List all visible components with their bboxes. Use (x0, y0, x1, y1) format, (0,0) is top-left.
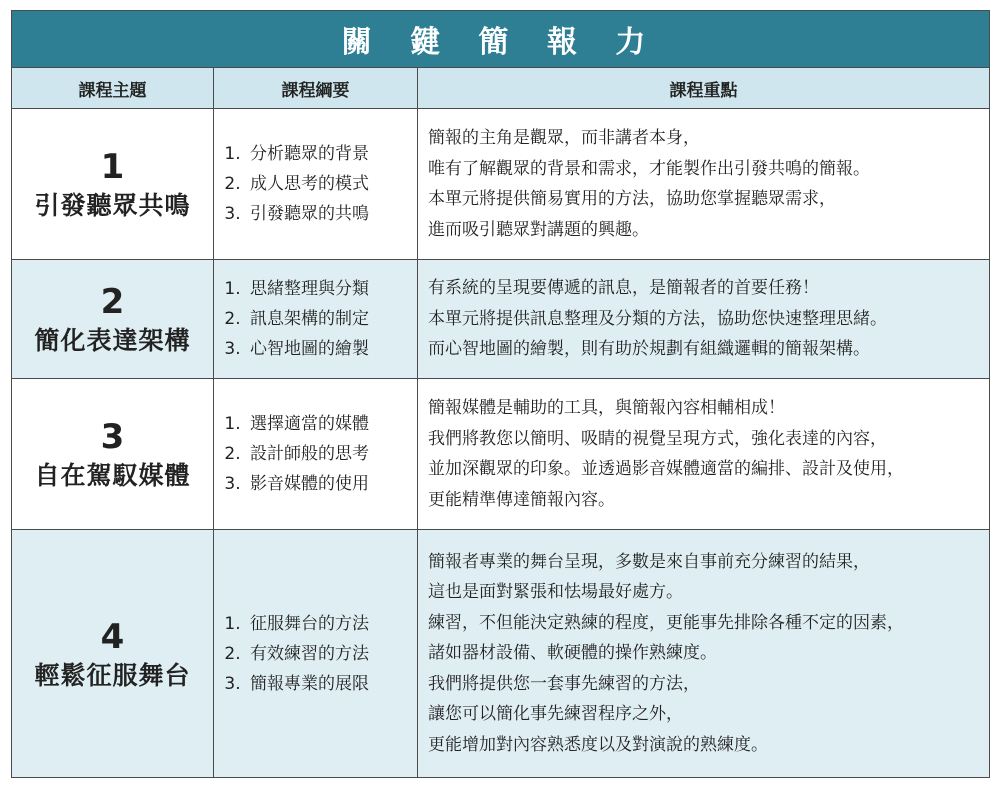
focus-line: 簡報媒體是輔助的工具，與簡報內容相輔相成！ (428, 398, 785, 418)
focus-line: 簡報者專業的舞台呈現，多數是來自事前充分練習的結果， (428, 551, 870, 572)
topic-cell (12, 260, 214, 379)
outline-list (224, 609, 417, 699)
topic-cell (12, 109, 214, 260)
focus-line: 練習，不但能決定熟練的程度，更能事先排除各種不定的因素， (428, 612, 904, 633)
list-item: 3. 引發聽眾的共鳴 (246, 199, 417, 229)
list-item: 1. 思緒整理與分類 (246, 274, 417, 304)
focus-line: 進而吸引聽眾對講題的興趣。 (428, 219, 649, 240)
topic-name: 簡化表達架構 (34, 326, 191, 355)
focus-line: 我們將教您以簡明、吸睛的視覺呈現方式，強化表達的內容， (428, 428, 887, 449)
focus-line: 更能增加對內容熟悉度以及對演說的熟練度。 (428, 734, 768, 755)
list-item: 2. 訊息架構的制定 (246, 304, 417, 334)
topic-cell (12, 530, 214, 778)
focus-line: 簡報的主角是觀眾，而非講者本身， (428, 128, 700, 148)
list-item: 2. 設計師般的思考 (246, 439, 417, 469)
topic-number: 2 (100, 282, 125, 322)
focus-cell (418, 530, 990, 778)
topic-number: 3 (100, 417, 125, 457)
focus-line: 而心智地圖的繪製，則有助於規劃有組織邏輯的簡報架構。 (428, 339, 870, 360)
list-item: 2. 成人思考的模式 (246, 169, 417, 199)
topic-cell (12, 379, 214, 530)
focus-line: 唯有了解觀眾的背景和需求，才能製作出引發共鳴的簡報。 (428, 158, 870, 179)
focus-cell (418, 109, 990, 260)
focus-cell (418, 379, 990, 530)
table-row (12, 260, 990, 379)
topic-number: 1 (100, 147, 125, 187)
topic-number: 4 (100, 616, 125, 657)
list-item: 2. 有效練習的方法 (246, 639, 417, 669)
topic-name: 自在駕馭媒體 (34, 461, 191, 490)
focus-cell (418, 260, 990, 379)
table-row (12, 530, 990, 778)
outline-list (224, 409, 417, 499)
outline-cell (214, 530, 418, 778)
outline-list (224, 139, 417, 229)
table-row (12, 109, 990, 260)
focus-line: 並加深觀眾的印象。並透過影音媒體適當的編排、設計及使用， (428, 459, 904, 479)
topic-name: 引發聽眾共鳴 (34, 191, 191, 220)
course-table-wrapper (11, 10, 989, 778)
focus-line: 諸如器材設備、軟硬體的操作熟練度。 (428, 643, 717, 664)
header-topic: 課程主題 (12, 68, 214, 109)
focus-line: 我們將提供您一套事先練習的方法， (428, 673, 700, 694)
course-table (11, 10, 990, 778)
list-item: 1. 分析聽眾的背景 (246, 139, 417, 169)
header-focus: 課程重點 (418, 68, 990, 109)
topic-name: 輕鬆征服舞台 (34, 660, 191, 690)
list-item: 1. 征服舞台的方法 (246, 609, 417, 639)
focus-line: 這也是面對緊張和怯場最好處方。 (428, 582, 683, 603)
list-item: 3. 影音媒體的使用 (246, 469, 417, 499)
focus-line: 本單元將提供簡易實用的方法，協助您掌握聽眾需求， (428, 189, 836, 209)
outline-list (224, 274, 417, 364)
focus-line: 有系統的呈現要傳遞的訊息，是簡報者的首要任務！ (428, 278, 819, 299)
focus-line: 讓您可以簡化事先練習程序之外， (428, 704, 683, 725)
focus-line: 本單元將提供訊息整理及分類的方法，協助您快速整理思緒。 (428, 308, 887, 329)
list-item: 3. 心智地圖的繪製 (246, 334, 417, 364)
header-outline: 課程綱要 (214, 68, 418, 109)
list-item: 1. 選擇適當的媒體 (246, 409, 417, 439)
outline-cell (214, 109, 418, 260)
table-title: 關 鍵 簡 報 力 (12, 11, 990, 68)
table-row (12, 379, 990, 530)
outline-cell (214, 379, 418, 530)
list-item: 3. 簡報專業的展限 (246, 669, 417, 699)
outline-cell (214, 260, 418, 379)
focus-line: 更能精準傳達簡報內容。 (428, 489, 615, 510)
